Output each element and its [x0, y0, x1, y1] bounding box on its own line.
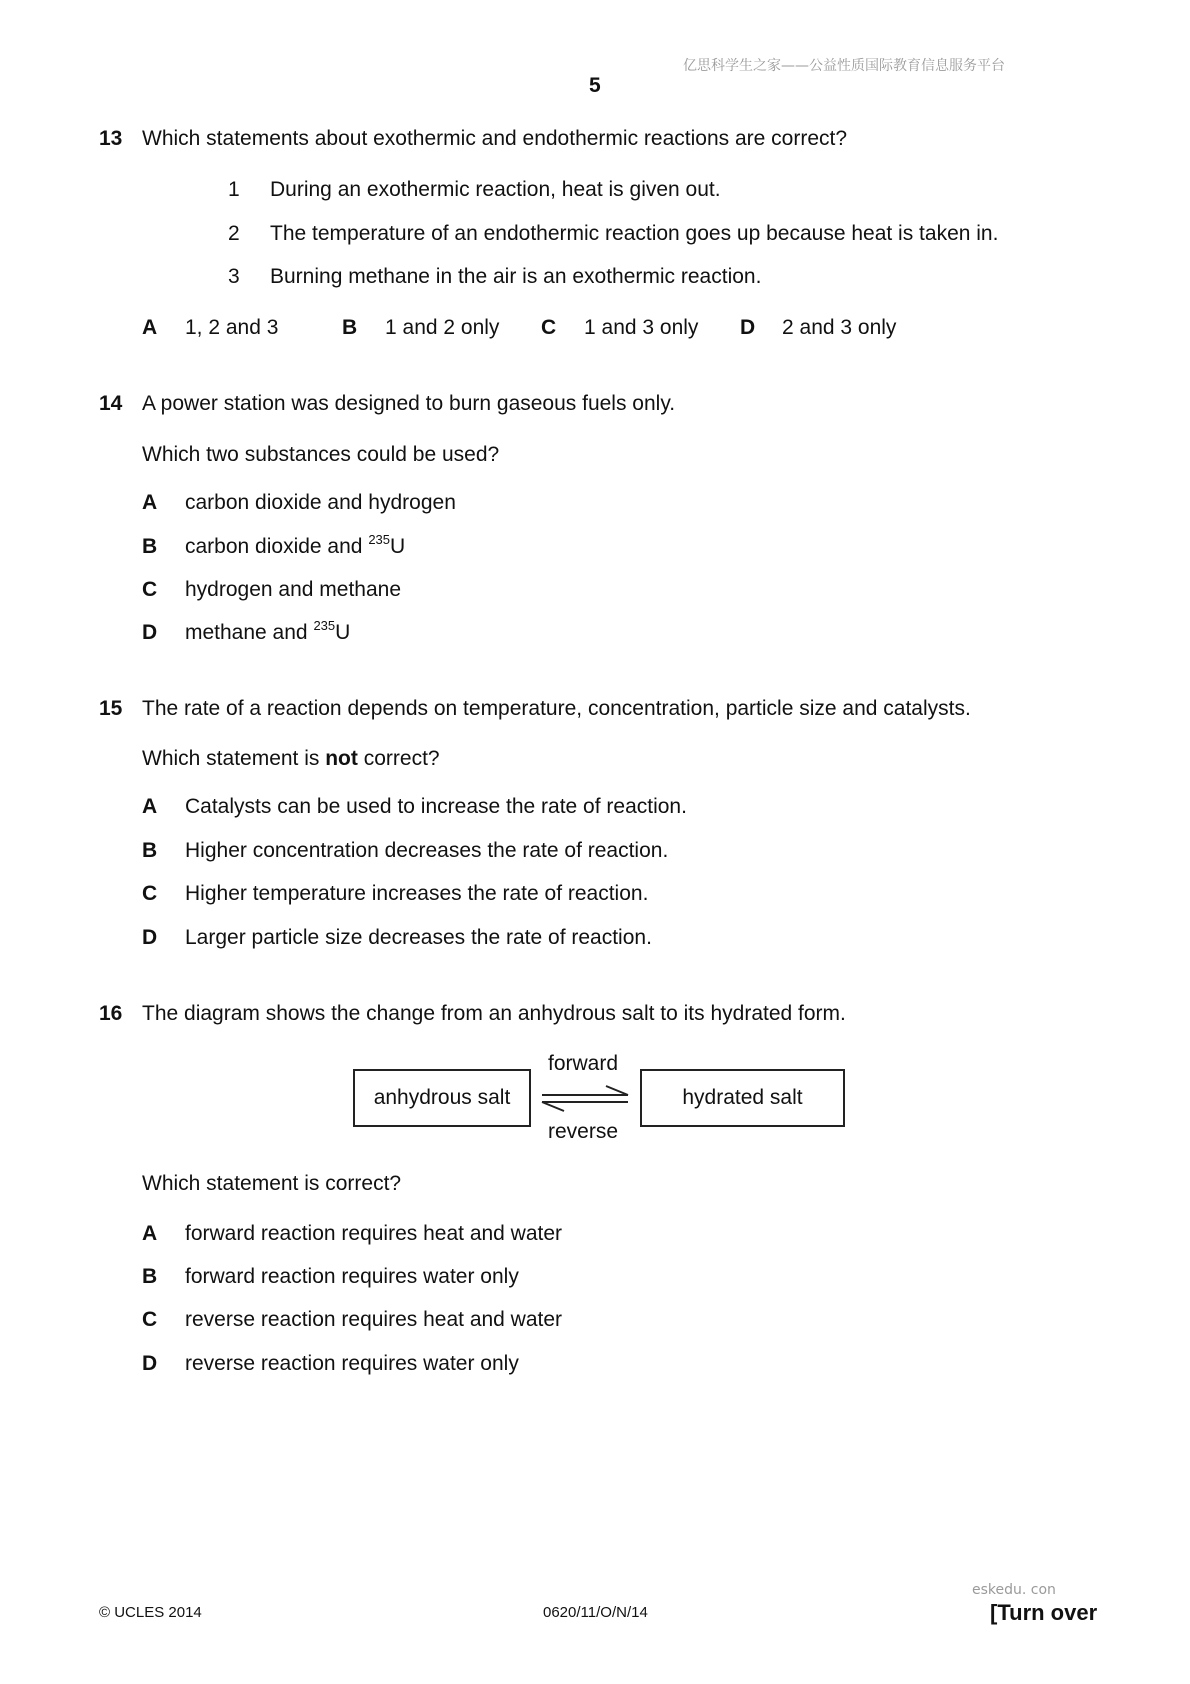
option-text: Higher concentration decreases the rate of reaction.: [185, 839, 669, 862]
option-letter: D: [142, 1352, 158, 1375]
question-prompt: Which statement is not correct?: [142, 747, 440, 770]
option-text: carbon dioxide and $^{235}$U: [185, 532, 406, 558]
site-watermark: eskedu. con: [972, 1582, 1056, 1598]
hydrated-salt-label: hydrated salt: [682, 1086, 803, 1109]
option-text: forward reaction requires heat and water: [185, 1222, 563, 1245]
option-letter: C: [142, 882, 158, 905]
option-text: carbon dioxide and hydrogen: [185, 491, 456, 514]
hydrated-salt-box: [640, 1069, 845, 1127]
question-prompt: Which two substances could be used?: [142, 443, 500, 466]
option-text: 2 and 3 only: [782, 316, 897, 339]
anhydrous-salt-label: anhydrous salt: [373, 1086, 511, 1109]
paper-code: 0620/11/O/N/14: [543, 1604, 648, 1621]
question-number: 14: [99, 392, 123, 415]
question-stem: The rate of a reaction depends on temperature, concentration, particle size and catalysts.: [142, 697, 971, 720]
equilibrium-arrows-icon: [538, 1078, 632, 1118]
statement-number: 2: [228, 222, 240, 245]
option-text: Higher temperature increases the rate of reaction.: [185, 882, 649, 905]
option-text: reverse reaction requires heat and water: [185, 1308, 563, 1331]
statement-text: Burning methane in the air is an exothermic reaction.: [270, 265, 762, 288]
question-stem: The diagram shows the change from an anhydrous salt to its hydrated form.: [142, 1002, 846, 1025]
option-letter: C: [142, 1308, 158, 1331]
option-text: 1, 2 and 3: [185, 316, 279, 339]
option-letter: A: [142, 795, 158, 818]
option-letter: D: [142, 926, 158, 949]
question-stem: A power station was designed to burn gaseous fuels only.: [142, 392, 676, 415]
reverse-label: reverse: [548, 1120, 619, 1143]
watermark-text: 亿思科学生之家——公益性质国际教育信息服务平台: [683, 58, 1005, 74]
page-number: 5: [589, 74, 601, 97]
option-text: 1 and 3 only: [584, 316, 699, 339]
option-letter: B: [142, 839, 158, 862]
question-stem: Which statements about exothermic and endothermic reactions are correct?: [142, 127, 848, 150]
question-number: 13: [99, 127, 123, 150]
option-letter: A: [142, 1222, 158, 1245]
option-text: Larger particle size decreases the rate of reaction.: [185, 926, 652, 949]
isotope-mass-number: 235: [368, 532, 391, 547]
statement-text: During an exothermic reaction, heat is given out.: [270, 178, 721, 201]
option-text: Catalysts can be used to increase the rate of reaction.: [185, 795, 687, 818]
option-text: hydrogen and methane: [185, 578, 401, 601]
forward-label: forward: [548, 1052, 619, 1075]
option-letter: A: [142, 491, 158, 514]
statement-number: 1: [228, 178, 240, 201]
option-letter: C: [142, 578, 158, 601]
turn-over: [Turn over: [990, 1600, 1098, 1625]
option-text: 1 and 2 only: [385, 316, 500, 339]
option-letter: D: [740, 316, 756, 339]
statement-number: 3: [228, 265, 240, 288]
option-text: methane and $^{235}$U: [185, 618, 351, 644]
statement-text: The temperature of an endothermic reaction goes up because heat is taken in.: [270, 222, 999, 245]
option-letter: C: [541, 316, 557, 339]
option-letter: B: [342, 316, 358, 339]
option-letter: A: [142, 316, 158, 339]
anhydrous-salt-box: [353, 1069, 531, 1127]
question-number: 15: [99, 697, 123, 720]
option-letter: B: [142, 535, 158, 558]
question-number: 16: [99, 1002, 123, 1025]
isotope-mass-number: 235: [313, 618, 336, 633]
option-text: reverse reaction requires water only: [185, 1352, 519, 1375]
copyright: © UCLES 2014: [99, 1604, 202, 1621]
question-prompt: Which statement is correct?: [142, 1172, 402, 1195]
option-letter: D: [142, 621, 158, 644]
option-letter: B: [142, 1265, 158, 1288]
option-text: forward reaction requires water only: [185, 1265, 519, 1288]
